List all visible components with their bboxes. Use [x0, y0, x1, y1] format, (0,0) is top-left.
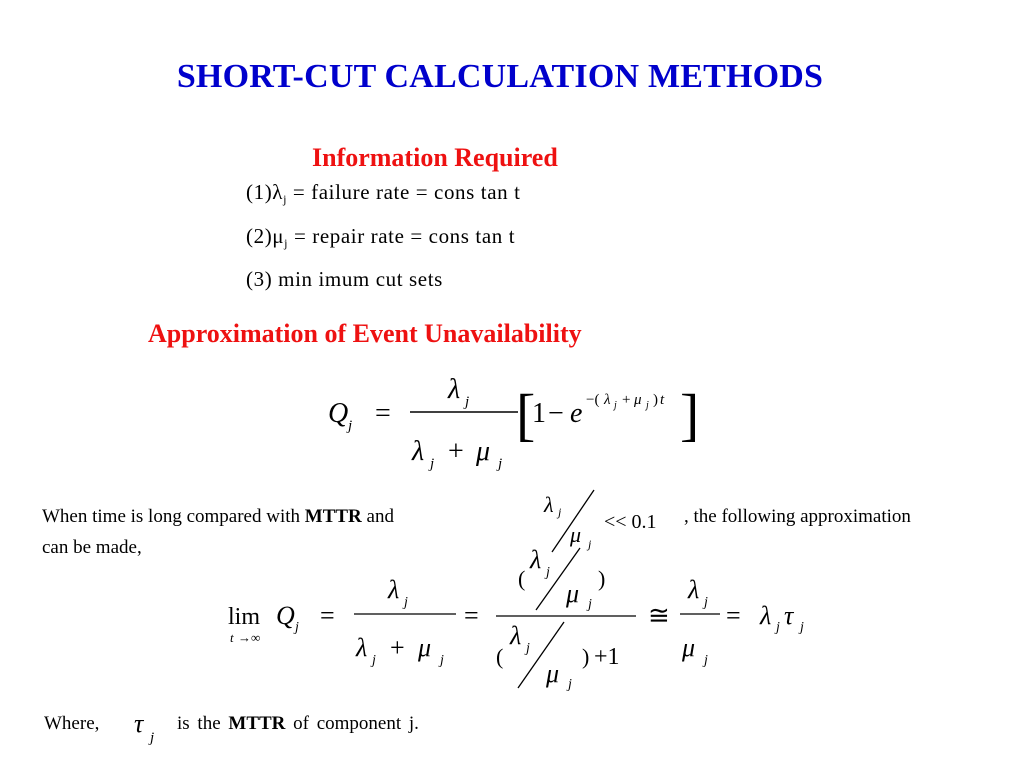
- svg-text:j: j: [430, 456, 435, 472]
- svg-text:=: =: [375, 398, 391, 429]
- svg-text:j: j: [150, 730, 155, 746]
- svg-text:=: =: [464, 601, 479, 630]
- info-item-1-prefix: (1)λ: [246, 180, 284, 204]
- limit-equation: [220, 536, 820, 696]
- svg-text:λ: λ: [388, 575, 400, 604]
- where-tail: [177, 713, 419, 735]
- svg-text:j: j: [588, 537, 592, 551]
- condition-text: When time is long compared with: [42, 506, 305, 527]
- svg-text:]: ]: [680, 382, 700, 447]
- svg-text:(: (: [496, 644, 504, 669]
- where-line: [44, 713, 99, 735]
- svg-text:τ: τ: [784, 601, 794, 630]
- svg-text:): ): [598, 566, 606, 591]
- svg-text:lim: lim: [228, 604, 261, 630]
- svg-text:Q: Q: [276, 601, 295, 630]
- condition-mttr: MTTR: [304, 506, 362, 527]
- svg-text:λ: λ: [530, 545, 542, 574]
- condition-line-2: can be made,: [42, 537, 142, 558]
- svg-text:=: =: [320, 601, 335, 630]
- svg-text:μ: μ: [546, 659, 560, 688]
- svg-text:j: j: [526, 641, 530, 656]
- info-item-1: [246, 180, 521, 207]
- svg-text:−: −: [548, 398, 564, 429]
- approximation-heading: Approximation of Event Unavailability: [148, 319, 582, 348]
- info-item-2: [246, 224, 515, 251]
- unavailability-equation: [320, 360, 740, 475]
- svg-text:j: j: [776, 620, 780, 635]
- svg-text:j: j: [404, 595, 408, 610]
- svg-text:j: j: [440, 653, 444, 668]
- where-suffix: of component j.: [293, 713, 419, 734]
- info-item-3: [246, 267, 443, 292]
- svg-text:Q: Q: [328, 398, 349, 429]
- svg-text:j: j: [704, 595, 708, 610]
- svg-text:→∞: →∞: [238, 630, 261, 645]
- svg-text:j: j: [498, 456, 503, 472]
- svg-text:j: j: [558, 505, 562, 519]
- svg-text:j: j: [295, 620, 299, 635]
- svg-text:=: =: [726, 601, 741, 630]
- info-item-3-prefix: (3) min imum cut sets: [246, 267, 443, 291]
- svg-text:λ: λ: [510, 621, 522, 650]
- svg-text:): ): [582, 644, 590, 669]
- info-item-2-prefix: (2)μ: [246, 224, 285, 248]
- svg-text:j: j: [348, 418, 353, 434]
- where-mttr: MTTR: [228, 713, 286, 734]
- svg-text:t: t: [230, 630, 234, 645]
- svg-text:(: (: [518, 566, 526, 591]
- svg-text:j: j: [614, 400, 617, 411]
- svg-text:j: j: [588, 597, 592, 612]
- svg-text:+: +: [448, 436, 464, 467]
- svg-text:λ: λ: [448, 374, 461, 405]
- info-item-1-text: = failure rate = cons tan t: [287, 180, 521, 204]
- svg-text:j: j: [568, 677, 572, 692]
- info-item-1-sub: j: [283, 192, 288, 206]
- svg-text:t: t: [660, 392, 665, 408]
- svg-text:−(: −(: [586, 392, 600, 408]
- svg-text:μ: μ: [682, 633, 696, 662]
- svg-text:+: +: [390, 633, 405, 662]
- svg-text:j: j: [465, 394, 470, 410]
- svg-text:): ): [653, 392, 658, 408]
- svg-text:τ: τ: [134, 709, 144, 738]
- where-prefix: Where,: [44, 713, 100, 734]
- svg-text:λ: λ: [544, 492, 554, 517]
- svg-text:μ: μ: [418, 633, 432, 662]
- svg-text:e: e: [570, 398, 583, 429]
- svg-text:μ: μ: [476, 436, 491, 467]
- svg-text:+: +: [622, 392, 631, 408]
- svg-text:[: [: [516, 382, 536, 447]
- svg-text:λ: λ: [688, 575, 700, 604]
- svg-text:λ: λ: [412, 436, 425, 467]
- info-required-heading: Information Required: [312, 143, 558, 172]
- where-mid: is the: [177, 713, 221, 734]
- svg-text:μ: μ: [570, 522, 582, 547]
- svg-text:λ: λ: [356, 633, 368, 662]
- info-item-2-text: = repair rate = cons tan t: [288, 224, 516, 248]
- condition-tail: , the following approximation: [684, 506, 911, 527]
- svg-text:j: j: [704, 653, 708, 668]
- svg-text:j: j: [546, 565, 550, 580]
- info-item-2-sub: j: [284, 236, 289, 250]
- svg-text:+1: +1: [594, 644, 620, 670]
- svg-text:λ: λ: [760, 601, 772, 630]
- svg-text:j: j: [800, 620, 804, 635]
- svg-text:1: 1: [532, 398, 546, 429]
- svg-text:μ: μ: [566, 579, 580, 608]
- svg-text:j: j: [372, 653, 376, 668]
- svg-text:μ: μ: [634, 392, 642, 408]
- condition-rhs: << 0.1: [604, 511, 657, 533]
- slide-title: SHORT-CUT CALCULATION METHODS: [176, 58, 824, 95]
- condition-and: and: [361, 506, 394, 527]
- svg-text:≅: ≅: [648, 601, 670, 630]
- svg-text:λ: λ: [604, 392, 611, 408]
- tau-symbol: [130, 702, 170, 748]
- svg-text:j: j: [646, 400, 649, 411]
- condition-line-1: [42, 506, 394, 528]
